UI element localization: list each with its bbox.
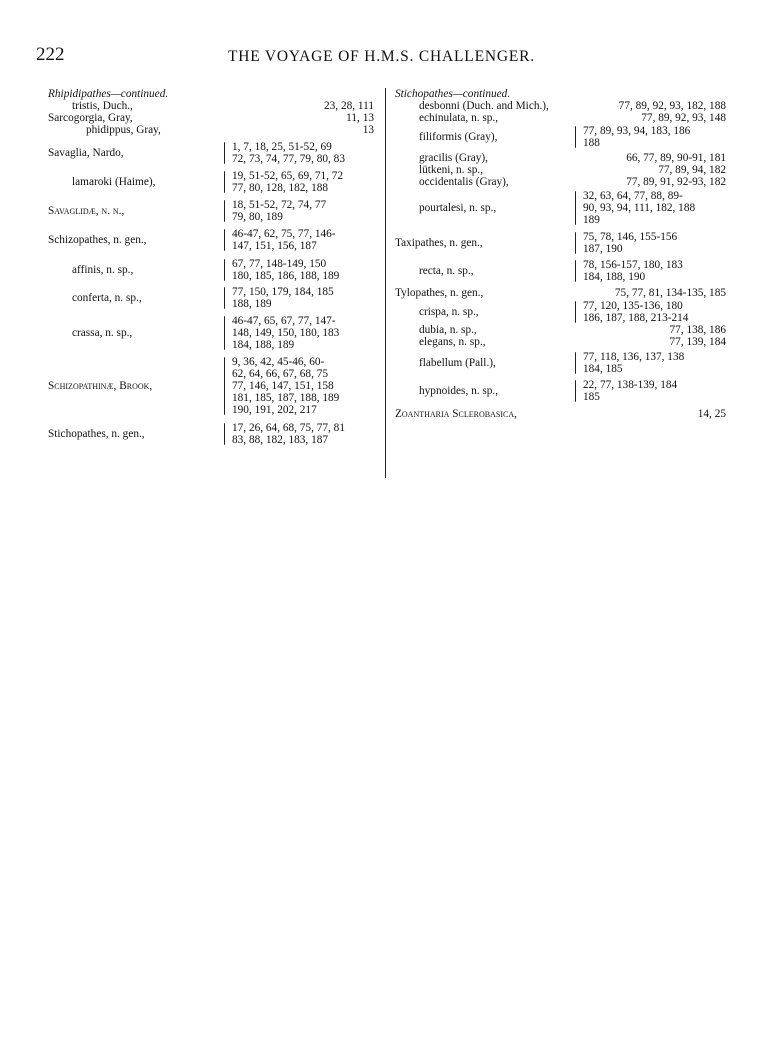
pages-line: 77, 118, 136, 137, 138 xyxy=(583,350,685,363)
entry-name: elegans, n. sp., xyxy=(419,335,486,348)
index-entry xyxy=(48,199,378,223)
index-entry xyxy=(395,190,730,226)
entry-pages: 77, 89, 92, 93, 148 xyxy=(641,112,726,124)
index-entry xyxy=(395,379,730,403)
entry-pages: 23, 28, 111 xyxy=(324,100,374,112)
entry-name: filiformis (Gray), xyxy=(419,131,498,144)
entry-pages: 77, 138, 186 xyxy=(669,323,726,336)
entry-pages-block xyxy=(583,190,695,226)
pages-line: 77, 89, 93, 94, 183, 186 xyxy=(583,125,691,138)
entry-name: dubia, n. sp., xyxy=(419,323,477,336)
entry-pages-block xyxy=(232,141,345,165)
entry-pages: 66, 77, 89, 90-91, 181 xyxy=(626,151,726,164)
entry-pages: 14, 25 xyxy=(697,407,726,420)
entry-name: Zoantharia Sclerobasica, xyxy=(395,407,517,420)
brace xyxy=(575,232,576,254)
entry-name: echinulata, n. sp., xyxy=(419,112,499,124)
entry-name: Sarcogorgia, Gray, xyxy=(48,112,133,124)
index-entry xyxy=(48,228,378,252)
index-entry xyxy=(395,176,730,188)
brace xyxy=(224,423,225,445)
pages-line: 78, 156-157, 180, 183 xyxy=(583,259,683,271)
entry-pages: 75, 77, 81, 134-135, 185 xyxy=(614,287,726,300)
index-entry xyxy=(48,88,378,100)
entry-name: hypnoides, n. sp., xyxy=(419,385,499,397)
entry-name: occidentalis (Gray), xyxy=(419,175,509,188)
brace xyxy=(224,171,225,193)
entry-name: crassa, n. sp., xyxy=(72,327,133,340)
entry-pages-block xyxy=(583,259,683,283)
index-entry xyxy=(48,258,378,282)
index-entry xyxy=(395,152,730,164)
entry-name: affinis, n. sp., xyxy=(72,263,134,276)
entry-name: Savaglia, Nardo, xyxy=(48,147,124,160)
entry-name: lamaroki (Haime), xyxy=(72,175,156,188)
pages-line: 46-47, 62, 75, 77, 146- xyxy=(232,228,336,241)
brace xyxy=(224,357,225,415)
entry-pages-block xyxy=(583,231,677,255)
pages-line: 187, 190 xyxy=(583,242,623,255)
brace xyxy=(224,229,225,251)
entry-name: crispa, n. sp., xyxy=(419,305,479,318)
brace xyxy=(575,126,576,148)
index-entry xyxy=(395,125,730,149)
index-entry xyxy=(395,336,730,348)
pages-line: 180, 185, 186, 188, 189 xyxy=(232,269,340,282)
brace xyxy=(224,259,225,281)
entry-name: Taxipathes, n. gen., xyxy=(395,236,483,249)
running-title: THE VOYAGE OF H.M.S. CHALLENGER. xyxy=(228,48,535,65)
entry-name: Savaglidæ, n. n., xyxy=(48,205,125,217)
entry-pages: 77, 89, 94, 182 xyxy=(658,163,726,176)
entry-pages-block xyxy=(232,286,334,310)
entry-pages-block xyxy=(232,258,339,282)
entry-name: lütkeni, n. sp., xyxy=(419,163,484,176)
entry-pages-block xyxy=(232,170,343,194)
entry-name: Rhipidipathes—continued. xyxy=(48,88,169,100)
entry-name: desbonni (Duch. and Mich.), xyxy=(419,100,549,112)
brace xyxy=(575,352,576,374)
pages-line: 75, 78, 146, 155-156 xyxy=(583,230,678,243)
brace xyxy=(575,260,576,282)
pages-line: 9, 36, 42, 45-46, 60- xyxy=(232,356,325,369)
brace xyxy=(575,301,576,323)
entry-name: pourtalesi, n. sp., xyxy=(419,202,497,214)
entry-name: Stichopathes, n. gen., xyxy=(48,427,145,440)
entry-name: Tylopathes, n. gen., xyxy=(395,287,484,300)
entry-pages: 77, 139, 184 xyxy=(669,335,726,348)
index-entry xyxy=(395,324,730,336)
entry-name: recta, n. sp., xyxy=(419,265,474,277)
pages-line: 189 xyxy=(583,214,600,226)
pages-line: 77, 120, 135-136, 180 xyxy=(583,299,683,312)
entry-pages-block xyxy=(583,125,690,149)
brace xyxy=(575,380,576,402)
index-entry xyxy=(48,170,378,194)
index-entry xyxy=(395,351,730,375)
column-divider xyxy=(385,88,386,478)
pages-line: 148, 149, 150, 180, 183 xyxy=(232,327,340,340)
entry-pages-block xyxy=(232,199,326,223)
index-entry xyxy=(395,259,730,283)
entry-pages-block xyxy=(232,228,336,252)
brace xyxy=(224,200,225,222)
pages-line: 79, 80, 189 xyxy=(232,211,283,223)
entry-name: conferta, n. sp., xyxy=(72,292,142,304)
index-entry xyxy=(395,300,730,324)
entry-pages-block xyxy=(583,379,677,403)
index-entry xyxy=(395,164,730,176)
index-entry xyxy=(395,231,730,255)
entry-pages-block xyxy=(232,356,339,416)
entry-pages-block xyxy=(583,351,684,375)
index-entry xyxy=(48,356,378,416)
index-entry xyxy=(395,100,730,112)
pages-line: 188, 189 xyxy=(232,298,272,310)
pages-line: 1, 7, 18, 25, 51-52, 69 xyxy=(232,141,332,154)
pages-line: 77, 150, 179, 184, 185 xyxy=(232,286,334,298)
index-entry xyxy=(395,88,730,100)
pages-line: 77, 146, 147, 151, 158 xyxy=(232,380,334,393)
index-entry xyxy=(395,287,730,299)
entry-pages-block xyxy=(583,300,688,324)
pages-line: 186, 187, 188, 213-214 xyxy=(583,311,689,324)
pages-line: 184, 188, 190 xyxy=(583,271,646,283)
entry-name: gracilis (Gray), xyxy=(419,151,489,164)
index-entry xyxy=(48,141,378,165)
index-entry xyxy=(48,100,378,112)
index-entry xyxy=(48,315,378,351)
entry-pages: 11, 13 xyxy=(346,112,374,124)
pages-line: 19, 51-52, 65, 69, 71, 72 xyxy=(232,169,344,182)
entry-name: tristis, Duch., xyxy=(72,100,133,112)
entry-pages-block xyxy=(232,315,339,351)
index-entry xyxy=(48,422,378,446)
pages-line: 184, 185 xyxy=(583,362,623,375)
pages-line: 90, 93, 94, 111, 182, 188 xyxy=(583,202,696,214)
pages-line: 67, 77, 148-149, 150 xyxy=(232,257,327,270)
brace xyxy=(224,142,225,164)
pages-line: 72, 73, 74, 77, 79, 80, 83 xyxy=(232,153,345,166)
pages-line: 181, 185, 187, 188, 189 xyxy=(232,392,340,405)
pages-line: 18, 51-52, 72, 74, 77 xyxy=(232,199,327,211)
brace xyxy=(224,287,225,309)
pages-line: 46-47, 65, 67, 77, 147- xyxy=(232,315,336,328)
index-entry xyxy=(395,112,730,124)
pages-line: 188 xyxy=(583,137,600,150)
pages-line: 185 xyxy=(583,391,600,403)
pages-line: 17, 26, 64, 68, 75, 77, 81 xyxy=(232,421,345,434)
entry-pages: 13 xyxy=(362,124,374,136)
pages-line: 32, 63, 64, 77, 88, 89- xyxy=(583,190,683,202)
entry-name: Schizopathes, n. gen., xyxy=(48,234,147,247)
entry-pages: 77, 89, 92, 93, 182, 188 xyxy=(618,100,726,112)
page-number: 222 xyxy=(36,44,65,65)
entry-name: Schizopathinæ, Brook, xyxy=(48,380,153,393)
entry-pages: 77, 89, 91, 92-93, 182 xyxy=(626,175,726,188)
pages-line: 147, 151, 156, 187 xyxy=(232,240,317,253)
entry-pages-block xyxy=(232,422,345,446)
pages-line: 62, 64, 66, 67, 68, 75 xyxy=(232,368,329,381)
index-entry xyxy=(48,286,378,310)
pages-line: 83, 88, 182, 183, 187 xyxy=(232,433,329,446)
entry-name: phidippus, Gray, xyxy=(86,124,161,136)
brace xyxy=(575,191,576,225)
entry-name: Stichopathes—continued. xyxy=(395,88,511,100)
pages-line: 190, 191, 202, 217 xyxy=(232,404,317,417)
brace xyxy=(224,316,225,350)
index-entry xyxy=(395,408,730,420)
pages-line: 184, 188, 189 xyxy=(232,339,295,352)
pages-line: 22, 77, 138-139, 184 xyxy=(583,379,678,391)
entry-name: flabellum (Pall.), xyxy=(419,356,496,369)
index-entry xyxy=(48,112,378,124)
index-entry xyxy=(48,124,378,136)
pages-line: 77, 80, 128, 182, 188 xyxy=(232,181,329,194)
